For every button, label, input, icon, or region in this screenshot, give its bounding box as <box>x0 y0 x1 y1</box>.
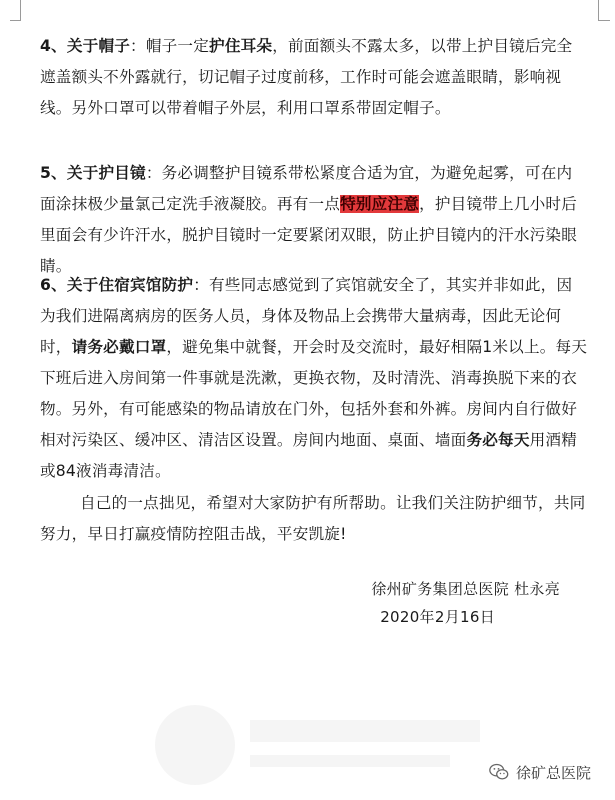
paragraph-title: 关于护目镜 <box>66 164 146 182</box>
signature-date: 2020年2月16日 <box>380 608 495 626</box>
paragraph-number: 4、 <box>40 37 67 55</box>
paragraph-title: 关于住宿宾馆防护 <box>66 276 194 294</box>
account-name: 徐矿总医院 <box>516 763 592 782</box>
paragraph-text: ，避免集中就餐，开会时及交流时，最好相隔1米以上。每天下班后进入房间第一件事就是洗漱，更换衣物，及时清洗、消毒换脱下来的衣物。另外，有可能感染的物品请放在门外，包括外套和外裤。房间内自行做好相对污染区、缓冲区、清洁区设置。房间内地面、桌面、墙面 <box>40 338 588 449</box>
paragraph-text: 帽子一定 <box>145 37 210 55</box>
paragraph-text: 有些同志感觉到了宾馆就安全了，其实并非如此，因为我们进隔离病房的医务人员，身体及物品上会携带大量病毒，因此无论何时， <box>40 276 573 356</box>
paragraph-text: ，护目镜带上几小时后里面会有少许汗水，脱护目镜时一定要紧闭双眼，防止护目镜内的汗水污染眼睛。 <box>40 195 578 275</box>
paragraph-colon: ： <box>145 164 162 182</box>
signature-org-author: 徐州矿务集团总医院 杜永亮 <box>371 580 560 598</box>
bold-emphasis: 务必每天 <box>466 431 530 449</box>
corner-crop-mark-right-horizontal <box>598 20 610 21</box>
paragraph-hotel-protection <box>40 270 588 487</box>
paragraph-closing: 自己的一点拙见，希望对大家防护有所帮助。让我们关注防护细节，共同努力，早日打赢疫情防控阻击战，平安凯旋! <box>40 494 586 543</box>
highlighted-warning: 特别应注意 <box>340 195 420 213</box>
paragraph-text: 务必调整护目镜系带松紧度合适为宜，为避免起雾，可在内面涂抹极少量氯己定洗手液凝胶。再有一点 <box>40 164 573 213</box>
paragraph-text: 用酒精或84液消毒清洁。 <box>40 431 578 480</box>
faint-watermark-logo <box>140 695 500 795</box>
paragraph-colon: ： <box>130 37 146 55</box>
paragraph-goggles <box>40 158 588 282</box>
paragraph-number: 6、 <box>40 276 67 294</box>
wechat-icon <box>488 761 510 783</box>
paragraph-hats <box>40 31 588 124</box>
corner-crop-mark-right <box>598 0 599 20</box>
wechat-account-brand <box>488 758 591 786</box>
bold-emphasis: 请务必戴口罩 <box>71 338 167 356</box>
corner-crop-mark-left <box>20 0 21 20</box>
paragraph-colon: ： <box>193 276 210 294</box>
paragraph-title: 关于帽子 <box>66 37 131 55</box>
bold-emphasis: 护住耳朵 <box>209 37 273 55</box>
paragraph-number: 5、 <box>40 164 67 182</box>
corner-crop-mark-left-horizontal <box>10 20 21 21</box>
paragraph-text: ，前面额头不露太多，以带上护目镜后完全遮盖额头不外露就行，切记帽子过度前移，工作时可能会遮盖眼睛，影响视线。另外口罩可以带着帽子外层，利用口罩系带固定帽子。 <box>40 37 573 117</box>
